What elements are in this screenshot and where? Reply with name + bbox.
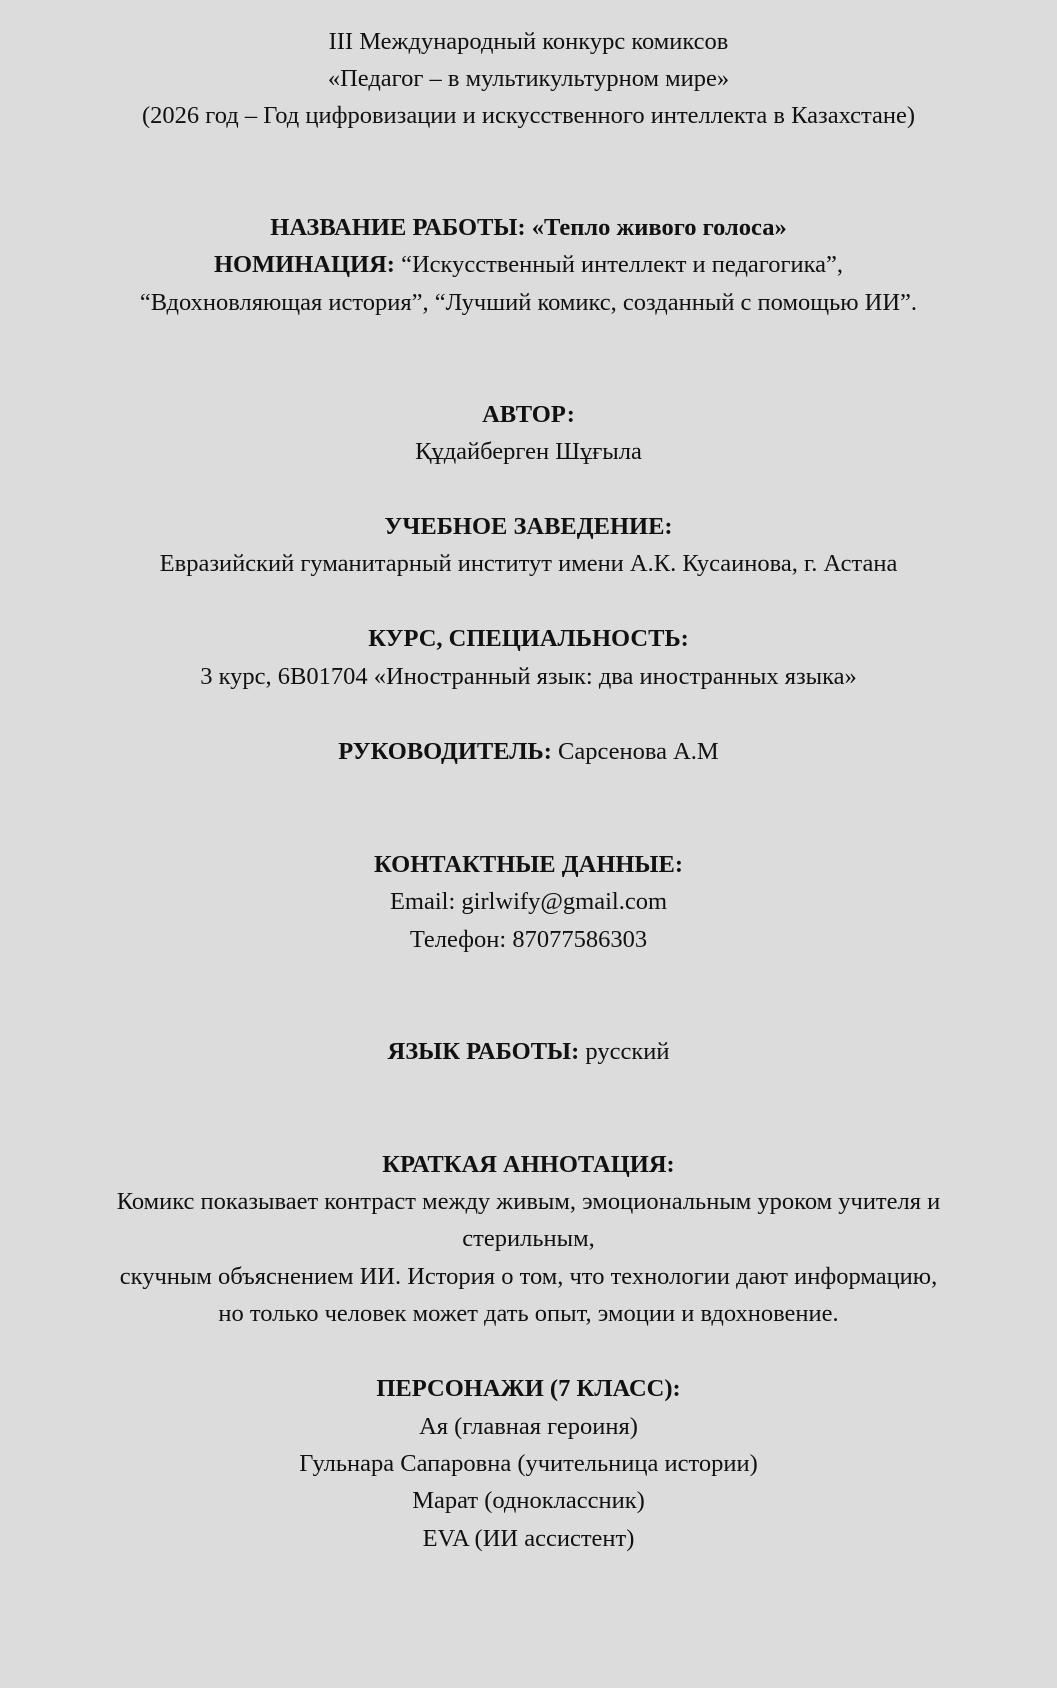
character-item: Гульнара Сапаровна (учительница истории) xyxy=(299,1450,758,1477)
characters-label: ПЕРСОНАЖИ (7 КЛАСС): xyxy=(376,1375,681,1402)
annotation-label: КРАТКАЯ АННОТАЦИЯ: xyxy=(382,1151,675,1178)
course-label: КУРС, СПЕЦИАЛЬНОСТЬ: xyxy=(368,625,689,652)
language-label: ЯЗЫК РАБОТЫ: xyxy=(387,1038,580,1065)
work-title-line xyxy=(0,212,1057,244)
supervisor-line xyxy=(0,736,1057,768)
institution-label: УЧЕБНОЕ ЗАВЕДЕНИЕ: xyxy=(384,513,673,540)
nomination-value-1: “Искусственный интеллект и педагогика”, xyxy=(401,251,844,278)
annotation-line-3: скучным объяснением ИИ. История о том, что технологии дают информацию, xyxy=(119,1263,938,1290)
supervisor-value: Сарсенова А.М xyxy=(558,738,719,765)
language-line xyxy=(0,1036,1057,1068)
character-item: Ая (главная героиня) xyxy=(419,1413,638,1440)
work-title-value: «Тепло живого голоса» xyxy=(531,214,787,241)
contest-year-note: (2026 год – Год цифровизации и искусственного интеллекта в Казахстане) xyxy=(141,102,916,129)
contest-title: III Международный конкурс комиксов xyxy=(328,28,729,55)
work-title-label: НАЗВАНИЕ РАБОТЫ: xyxy=(270,214,526,241)
language-value: русский xyxy=(585,1038,670,1065)
contact-email: Email: girlwify@gmail.com xyxy=(389,888,668,915)
course-value: 3 курс, 6В01704 «Иностранный язык: два иностранных языка» xyxy=(200,663,857,690)
character-item: Марат (одноклассник) xyxy=(412,1487,645,1514)
institution-value: Евразийский гуманитарный институт имени А.К. Кусаинова, г. Астана xyxy=(159,550,898,577)
contact-phone: Телефон: 87077586303 xyxy=(409,926,648,953)
annotation-line-2: стерильным, xyxy=(462,1225,595,1252)
contacts-label: КОНТАКТНЫЕ ДАННЫЕ: xyxy=(374,851,683,878)
author-label: АВТОР: xyxy=(482,401,575,428)
author-name: Құдайберген Шұғыла xyxy=(415,438,642,465)
character-item: EVA (ИИ ассистент) xyxy=(422,1525,635,1552)
annotation-line-4: но только человек может дать опыт, эмоции и вдохновение. xyxy=(218,1300,839,1327)
nomination-value-2: “Вдохновляющая история”, “Лучший комикс, созданный с помощью ИИ”. xyxy=(139,289,918,316)
annotation-line-1: Комикс показывает контраст между живым, эмоциональным уроком учителя и xyxy=(116,1188,941,1215)
contest-subtitle: «Педагог – в мультикультурном мире» xyxy=(327,65,730,92)
nomination-label: НОМИНАЦИЯ: xyxy=(213,251,395,278)
supervisor-label: РУКОВОДИТЕЛЬ: xyxy=(338,738,552,765)
nomination-line xyxy=(0,249,1057,281)
